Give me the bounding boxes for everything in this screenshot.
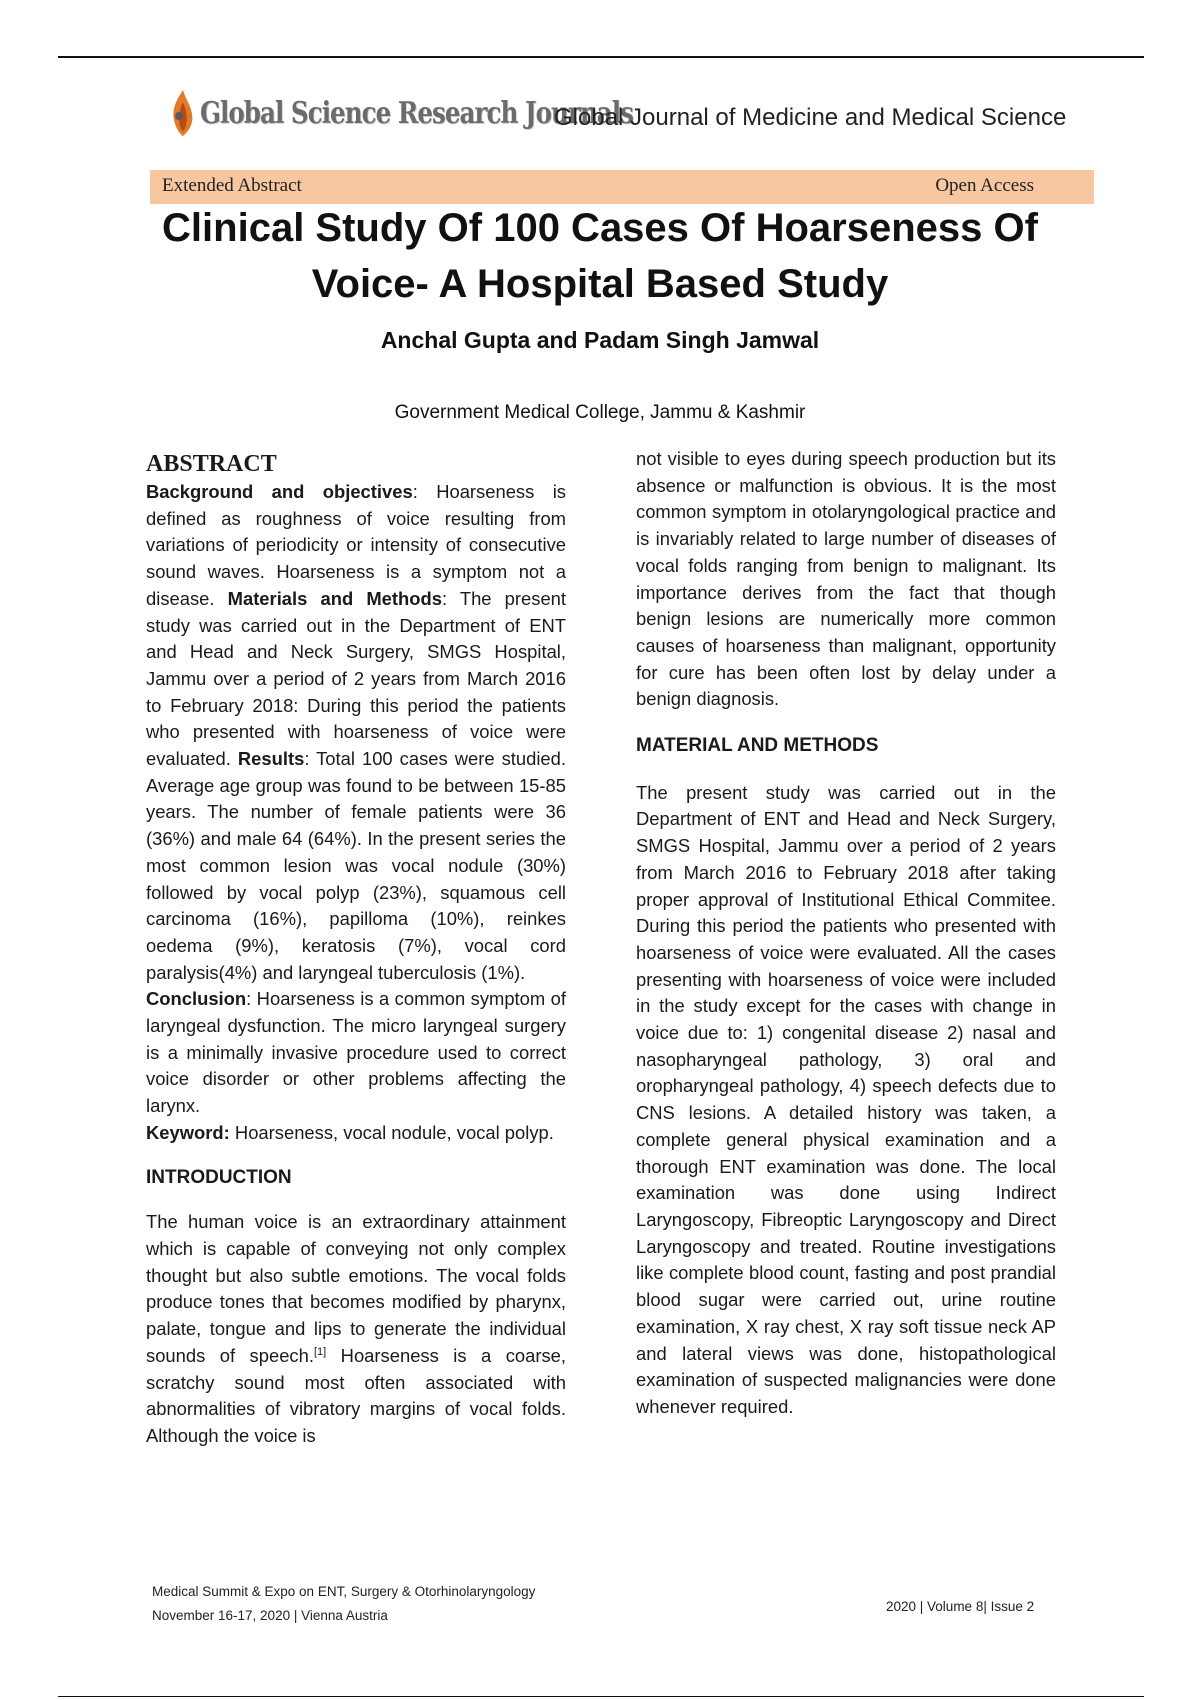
keyword-text: Hoarseness, vocal nodule, vocal polyp. [229,1121,554,1143]
open-access-label: Open Access [935,175,1034,196]
abstract-body [146,479,566,986]
right-column [636,446,1056,1421]
reference-marker: [1] [313,1345,327,1358]
title-line-1: Clinical Study Of 100 Cases Of Hoarseness Of [162,206,1038,250]
introduction-text-2: Hoarseness is a coarse, scratchy sound most often associated with abnormalities of vibratory margins of vocal folds. Although the voice is [146,1344,567,1446]
flame-logo-icon [170,88,196,138]
footer-volume: 2020 | Volume 8| Issue 2 [886,1599,1035,1614]
background-text: : Hoarseness is defined as roughness of voice resulting from variations of periodicity or intensity of consecutive sound waves. Hoarseness is a symptom not a disease. [146,481,566,609]
introduction-text-1: The human voice is an extraordinary attainment which is capable of conveying not only complex thought but also subtle emotions. The vocal folds produce tones that becomes modified by pharynx, palate, tongue and lips to generate the individual sounds of speech. [146,1211,566,1366]
authors: Anchal Gupta and Padam Singh Jamwal [380,327,820,353]
left-column [146,450,566,1450]
article-title [100,200,1100,312]
article-type-label: Extended Abstract [162,175,302,196]
introduction-paragraph [146,1209,566,1449]
results-text: : Total 100 cases were studied. Average age group was found to be between 15-85 years. The number of female patients were 36 (36%) and male 64 (64%). In the present series the most common lesion was vocal nodule (30%) followed by vocal polyp (23%), squamous cell carcinoma (16%), papilloma (10%), reinkes oedema (9%), keratosis (7%), vocal cord paralysis(4%) and laryngeal tuberculosis (1%). [146,748,567,983]
methods-heading: MATERIAL AND METHODS [636,735,879,757]
introduction-continued: not visible to eyes during speech production but its absence or malfunction is obvious. It is the most common symptom in otolaryngological practice and is invariably related to large number of diseases of vocal folds ranging from benign to malignant. Its importance derives from the fact that though benign lesions are numerically more common causes of hoarseness than malignant, opportunity for cure has been often lost by delay under a benign diagnosis. [636,448,1056,710]
keyword-paragraph [146,1120,566,1147]
title-line-2: Voice- A Hospital Based Study [311,262,889,306]
top-rule [58,56,1144,58]
footer-event-info [152,1580,535,1628]
journal-header [170,88,1070,152]
affiliation: Government Medical College, Jammu & Kashmir [394,402,806,423]
conclusion-paragraph [146,986,566,1120]
article-type-band [150,170,1094,204]
journal-title: Global Journal of Medicine and Medical Science [554,104,1067,131]
footer-event: Medical Summit & Expo on ENT, Surgery & Otorhinolaryngology [152,1584,536,1599]
methods-paragraph: The present study was carried out in the Department of ENT and Head and Neck Surgery, SMGS Hospital, Jammu over a period of 2 years from March 2016 to February 2018 after taking proper approval of Institutional Ethical Commitee. During this period the patients who presented with hoarseness of voice were evaluated. All the cases presenting with hoarseness of voice were included in the study except for the cases with change in voice due to: 1) congenital disease 2) nasal and nasopharyngeal pathology, 3) oral and oropharyngeal pathology, 4) speech defects due to CNS lesions. A detailed history was taken, a complete general physical examination and a thorough ENT examination was done. The local examination was done using Indirect Laryngoscopy, Fibreoptic Laryngoscopy and Direct Laryngoscopy and treated. Routine investigations like complete blood count, fasting and post prandial blood sugar were carried out, urine routine examination, X ray chest, X ray soft tissue neck AP and lateral views was done, histopathological examination of suspected malignancies were done whenever required. [636,781,1056,1417]
abstract-heading: ABSTRACT [146,451,277,477]
methods-label: Materials and Methods [227,587,442,609]
conclusion-text: : Hoarseness is a common symptom of laryngeal dysfunction. The micro laryngeal surgery is a minimally invasive procedure used to correct voice disorder or other problems affecting the larynx. [146,988,566,1117]
bottom-rule [58,1696,1144,1697]
introduction-heading: INTRODUCTION [146,1166,292,1188]
conclusion-label: Conclusion [146,988,247,1010]
results-label: Results [237,748,305,770]
keyword-label: Keyword: [146,1121,230,1143]
footer-date-place: November 16-17, 2020 | Vienna Austria [152,1608,388,1623]
logo-text: Global Science Research Journals [200,95,633,131]
background-label: Background and objectives [146,481,413,502]
methods-text: : The present study was carried out in the Department of ENT and Head and Neck Surgery, SMGS Hospital, Jammu over a period of 2 years from March 2016 to February 2018: During this period the patients who presented with hoarseness of voice were evaluated. [146,587,567,770]
